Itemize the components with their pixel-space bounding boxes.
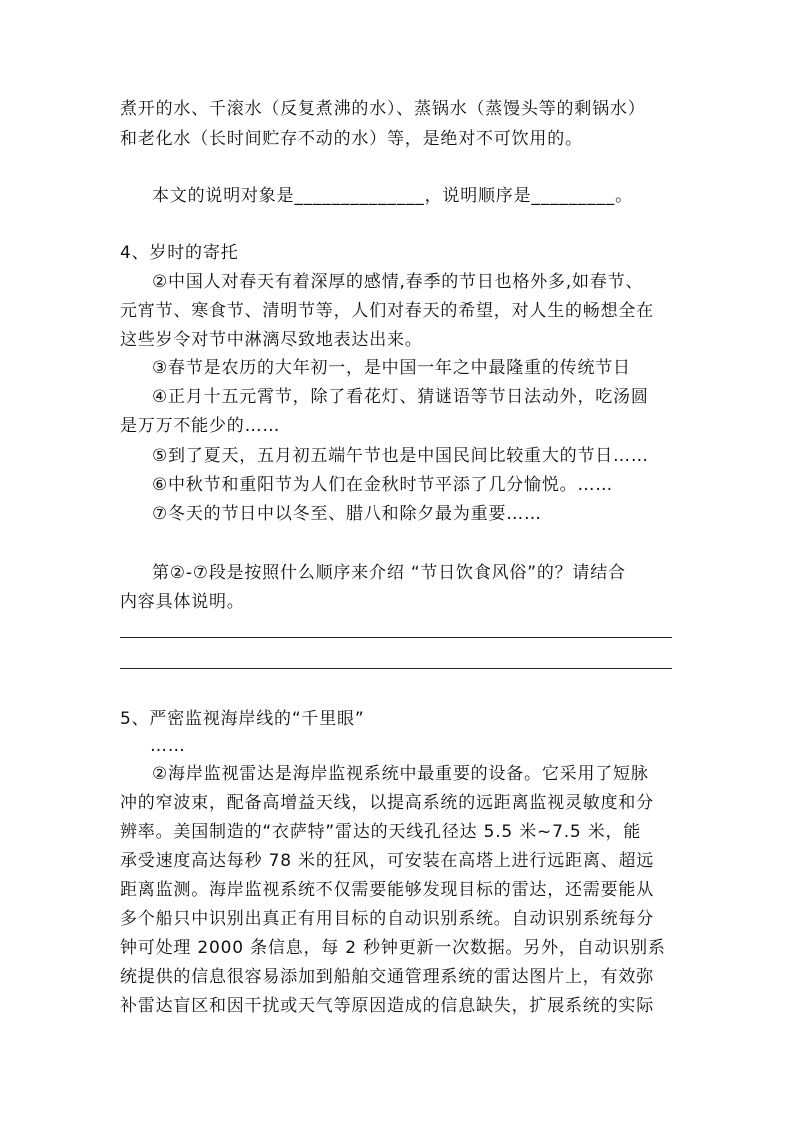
section-4-line: ⑦冬天的节日中以冬至、腊八和除夕最为重要…… [152, 504, 542, 524]
answer-line-2 [120, 668, 672, 669]
section-4-line: ⑤到了夏天，五月初五端午节也是中国民间比较重大的节日…… [152, 446, 649, 466]
intro-line-1: 煮开的水、千滚水（反复煮沸的水）、蒸锅水（蒸馒头等的剩锅水） [120, 99, 646, 119]
section-5-line: ②海岸监视雷达是海岸监视系统中最重要的设备。它采用了短脉 [152, 764, 649, 784]
section-5-line: 承受速度高达每秒 78 米的狂风，可安装在高塔上进行远距离、超远 [120, 851, 655, 871]
section-5-heading: 5、严密监视海岸线的“千里眼” [120, 709, 365, 729]
section-4-line: 这些岁令对节中淋漓尽致地表达出来。 [120, 330, 423, 350]
section-5-line: 补雷达盲区和因干扰或天气等原因造成的信息缺失，扩展系统的实际 [120, 996, 654, 1016]
section-5-ellipsis: …… [150, 736, 186, 756]
section-5-line: 钟可处理 2000 条信息，每 2 秒钟更新一次数据。另外，自动识别系 [120, 938, 666, 958]
section-5-line: 多个船只中识别出真正有用目标的自动识别系统。自动识别系统每分 [120, 909, 654, 929]
section-4-question-line-2: 内容具体说明。 [120, 592, 245, 612]
section-5-line: 冲的窄波束，配备高增益天线，以提高系统的远距离监视灵敏度和分 [120, 793, 654, 813]
intro-line-2: 和老化水（长时间贮存不动的水）等，是绝对不可饮用的。 [120, 129, 583, 149]
section-5-line: 统提供的信息很容易添加到船舶交通管理系统的雷达图片上，有效弥 [120, 967, 654, 987]
section-4-heading: 4、岁时的寄托 [120, 243, 239, 263]
section-4-line: ⑥中秋节和重阳节为人们在金秋时节平添了几分愉悦。…… [152, 475, 614, 495]
section-4-line: 是万万不能少的…… [120, 416, 281, 436]
section-5-line: 辨率。美国制造的“衣萨特”雷达的天线孔径达 5.5 米~7.5 米，能 [120, 822, 642, 842]
section-4-line: ②中国人对春天有着深厚的感情,春季的节日也格外多,如春节、 [152, 272, 644, 292]
section-4-question-line-1: 第②-⑦段是按照什么顺序来介绍 “节日饮食风俗”的？请结合 [152, 563, 626, 583]
section-4-line: ④正月十五元霄节，除了看花灯、猜谜语等节日法动外，吃汤圆 [152, 387, 649, 407]
section-5-line: 距离监测。海岸监视系统不仅需要能够发现目标的雷达，还需要能从 [120, 880, 654, 900]
answer-line-1 [120, 637, 672, 638]
section-4-line: 元宵节、寒食节、清明节等，人们对春天的希望，对人生的畅想全在 [120, 301, 654, 321]
question-3: 本文的说明对象是______________，说明顺序是_________。 [152, 186, 633, 206]
section-4-line: ③春节是农历的大年初一，是中国一年之中最隆重的传统节日 [152, 358, 631, 378]
